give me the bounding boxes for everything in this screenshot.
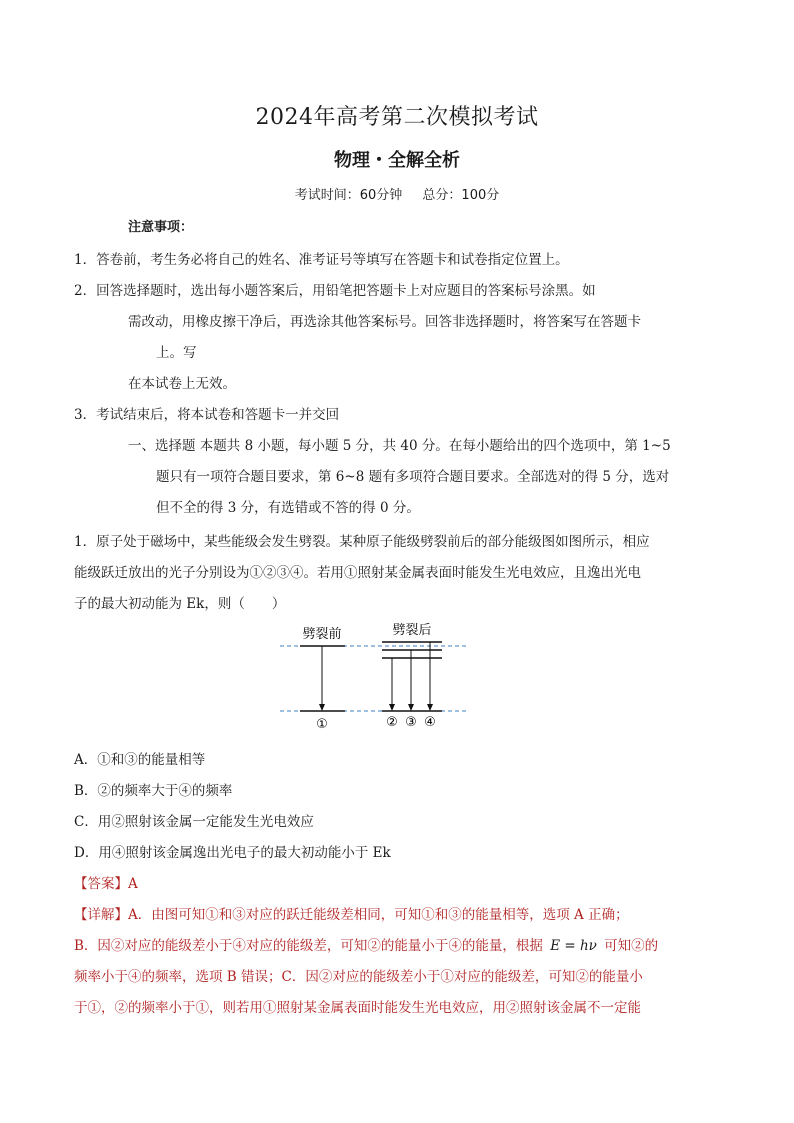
option-a: A．①和③的能量相等 <box>74 752 206 768</box>
answer-detail-line-3: 频率小于④的频率，选项 B 错误；C．因②对应的能级差小于①对应的能级差，可知②的能量小 <box>74 969 643 985</box>
option-c: C．用②照射该金属一定能发生光电效应 <box>74 814 314 830</box>
exam-score: 总分：100分 <box>422 188 500 203</box>
question-line-1: 1．原子处于磁场中，某些能级会发生劈裂。某种原子能级劈裂前后的部分能级图如图所示，相应 <box>74 534 650 550</box>
section-line-1: 一、选择题 本题共 8 小题，每小题 5 分，共 40 分。在每小题给出的四个选项中，第 1~5 <box>128 438 671 454</box>
notice-item-2-line-1: 2．回答选择题时，选出每小题答案后，用铅笔把答题卡上对应题目的答案标号涂黑。如 <box>74 283 596 299</box>
detail-line-2b: 可知②的 <box>604 938 659 954</box>
option-d: D．用④照射该金属逸出光电子的最大初动能小于 Ek <box>74 845 391 861</box>
notice-heading: 注意事项： <box>128 220 194 235</box>
detail-line-1-text: A．由图可知①和③对应的跃迁能级差相同，可知①和③的能量相等，选项 A 正确； <box>128 907 629 923</box>
notice-item-3: 3．考试结束后，将本试卷和答题卡一并交回 <box>74 407 340 423</box>
answer-detail-line-2 <box>74 934 658 954</box>
arrowhead-4 <box>427 704 433 711</box>
arrowhead-3 <box>408 704 414 711</box>
detail-tag: 【详解】 <box>74 907 128 923</box>
notice-item-2-line-4: 在本试卷上无效。 <box>128 376 236 392</box>
exam-time: 考试时间：60分钟 <box>294 188 403 203</box>
exam-subtitle: 物理・全解全析 <box>334 150 460 171</box>
notice-item-2-line-3: 上。写 <box>156 345 197 361</box>
answer-detail-line-4: 于①，②的频率小于①，则若用①照射某金属表面时能发生光电效应，用②照射该金属不一定能 <box>74 1000 641 1016</box>
option-b: B．②的频率大于④的频率 <box>74 783 233 799</box>
question-line-3: 子的最大初动能为 Ek，则（ ） <box>74 596 286 612</box>
transition-marker-4: ④ <box>424 715 436 730</box>
answer-detail-line-1 <box>74 903 629 923</box>
arrowhead-1 <box>319 704 325 711</box>
transition-marker-1: ① <box>316 717 328 732</box>
transition-marker-3: ③ <box>405 715 417 730</box>
transition-marker-2: ② <box>386 715 398 730</box>
after-label: 劈裂后 <box>392 623 432 638</box>
answer-label: 【答案】A <box>74 876 138 892</box>
detail-line-2a: B．因②对应的能级差小于④对应的能级差，可知②的能量小于④的能量，根据 <box>74 938 543 954</box>
formula-e-hv: E = hν <box>550 938 597 954</box>
exam-info <box>0 184 794 203</box>
notice-item-1: 1．答卷前，考生务必将自己的姓名、准考证号等填写在答题卡和试卷指定位置上。 <box>74 252 569 268</box>
section-line-3: 但不全的得 3 分，有选错或不答的得 0 分。 <box>156 500 420 516</box>
energy-level-diagram <box>270 616 480 740</box>
before-label: 劈裂前 <box>302 627 342 642</box>
arrowhead-2 <box>389 704 395 711</box>
question-line-2: 能级跃迁放出的光子分别设为①②③④。若用①照射某金属表面时能发生光电效应，且逸出光电 <box>74 565 641 581</box>
section-line-2: 题只有一项符合题目要求，第 6~8 题有多项符合题目要求。全部选对的得 5 分，选对 <box>156 469 670 485</box>
exam-title: 2024年高考第二次模拟考试 <box>255 105 539 130</box>
notice-item-2-line-2: 需改动，用橡皮擦干净后，再选涂其他答案标号。回答非选择题时，将答案写在答题卡 <box>128 314 641 330</box>
